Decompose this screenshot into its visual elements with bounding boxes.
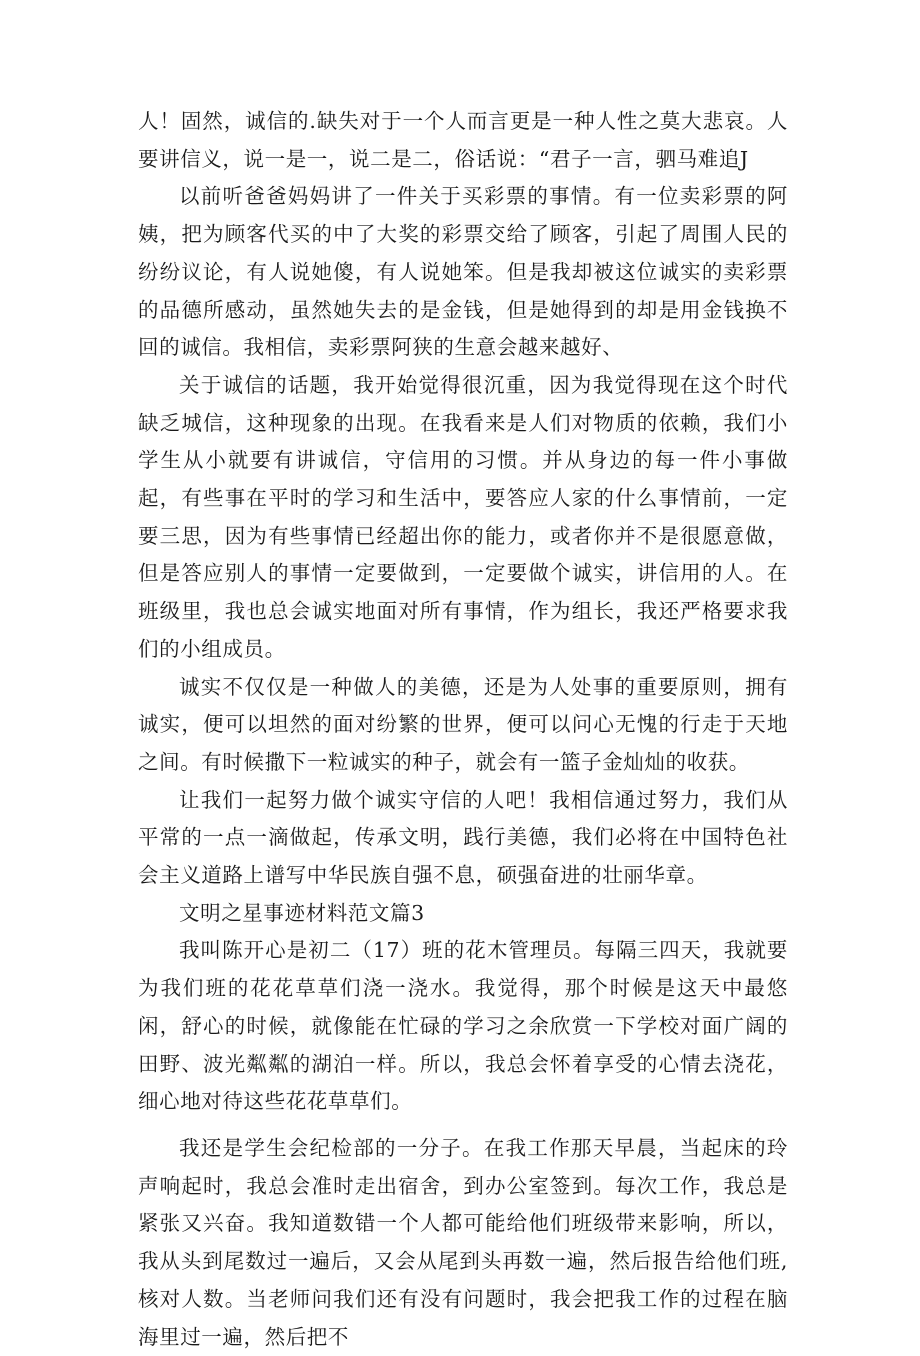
paragraph: 以前听爸爸妈妈讲了一件关于买彩票的事情。有一位卖彩票的阿姨，把为顾客代买的中了大奖的彩票交给了顾客，引起了周围人民的纷纷议论，有人说她傻，有人说她笨。但是我却被这位诚实的卖彩票的品德所感动，虽然她失去的是金钱，但是她得到的却是用金钱换不回的诚信。我相信，卖彩票阿狭的生意会越来越好、: [138, 184, 788, 360]
paragraph: 让我们一起努力做个诚实守信的人吧！我相信通过努力，我们从平常的一点一滴做起，传承文明，践行美德，我们必将在中国特色社会主义道路上谱写中华民族自强不息，硕强奋进的壮丽华章。: [138, 787, 788, 888]
paragraph: 诚实不仅仅是一种做人的美德，还是为人处事的重要原则，拥有诚实，便可以坦然的面对纷繁的世界，便可以问心无愧的行走于天地之间。有时候撒下一粒诚实的种子，就会有一篮子金灿灿的收获。: [138, 674, 788, 774]
document-body: [138, 103, 788, 1356]
section-heading: 文明之星事迹材料范文篇3: [179, 900, 425, 925]
paragraph: 我还是学生会纪检部的一分子。在我工作那天早晨，当起床的玲声响起时，我总会准时走出宿舍，到办公室签到。每次工作，我总是紧张又兴奋。我知道数错一个人都可能给他们班级带来影响，所以，我从头到尾数过一遍后，又会从尾到头再数一遍，然后报告给他们班,核对人数。当老师问我们还有没有问题时，我会把我工作的过程在脑海里过一遍，然后把不: [138, 1135, 788, 1349]
paragraph: 关于诚信的话题，我开始觉得很沉重，因为我觉得现在这个时代缺乏城信，这种现象的出现。在我看来是人们对物质的依赖，我们小学生从小就要有讲诚信，守信用的习惯。并从身边的每一件小事做起，有些事在平时的学习和生活中，要答应人家的什么事情前，一定要三思，因为有些事情已经超出你的能力，或者你并不是很愿意做，但是答应别人的事情一定要做到，一定要做个诚实，讲信用的人。在班级里，我也总会诚实地面对所有事情，作为组长，我还严格要求我们的小组成员。: [138, 372, 788, 661]
paragraph: 我叫陈开心是初二（17）班的花木管理员。每隔三四天，我就要为我们班的花花草草们浇一浇水。我觉得，那个时候是这天中最悠闲，舒心的时候，就像能在忙碌的学习之余欣赏一下学校对面广阔的田野、波光粼粼的湖泊一样。所以，我总会怀着享受的心情去浇花，细心地对待这些花花草草们。: [138, 938, 788, 1114]
paragraph: 人！固然，诚信的.缺失对于一个人而言更是一种人性之莫大悲哀。人要讲信义，说一是一，说二是二，俗话说：“君子一言，驷马难追J: [138, 109, 788, 171]
